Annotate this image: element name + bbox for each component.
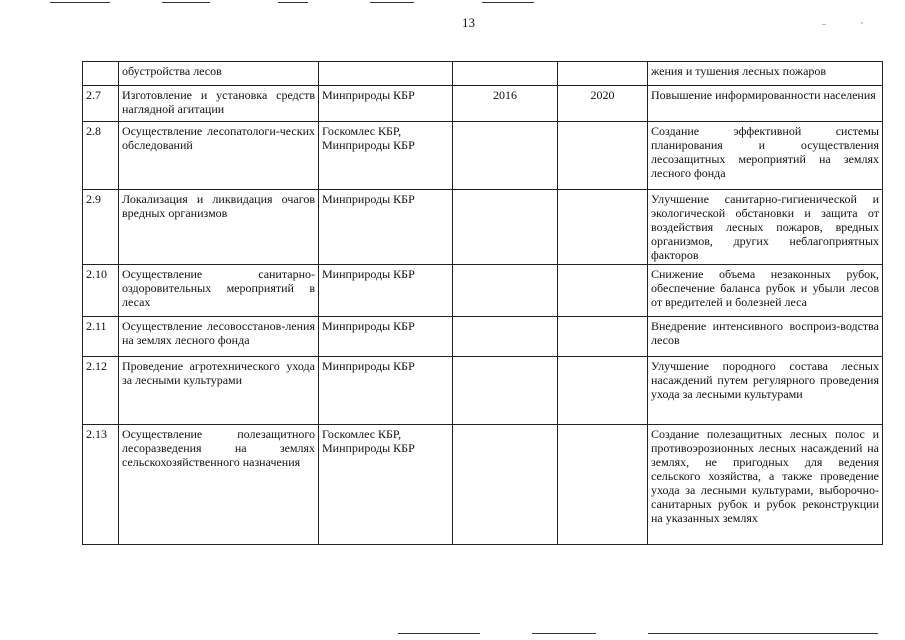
executor-cell: Минприроды КБР (319, 265, 453, 317)
start-year-cell (453, 265, 558, 317)
executor-cell: Минприроды КБР (319, 317, 453, 357)
end-year-cell (558, 425, 648, 545)
table-row (83, 190, 883, 265)
corner-mark: .. (822, 18, 826, 27)
executor-cell: Минприроды КБР (319, 357, 453, 425)
row-number-cell: 2.13 (83, 425, 119, 545)
expected-result-cell: Внедрение интенсивного воспроиз-водства лесов (648, 317, 883, 357)
start-year-cell: 2016 (453, 86, 558, 122)
expected-result-cell: Снижение объема незаконных рубок, обеспечение баланса рубок и убыли лесов от вредителей и болезней леса (648, 265, 883, 317)
scan-rule (162, 2, 210, 3)
start-year-cell (453, 62, 558, 86)
table-body (83, 62, 883, 545)
executor-cell: Минприроды КБР (319, 190, 453, 265)
executor-cell (319, 62, 453, 86)
row-number-cell (83, 62, 119, 86)
activity-cell: Изготовление и установка средств наглядной агитации (119, 86, 319, 122)
scan-rule (370, 2, 414, 3)
executor-cell: Госкомлес КБР, Минприроды КБР (319, 122, 453, 190)
expected-result-cell: Повышение информированности населения (648, 86, 883, 122)
row-number-cell: 2.12 (83, 357, 119, 425)
activity-cell: Осуществление лесовосстанов-ления на землях лесного фонда (119, 317, 319, 357)
executor-cell: Минприроды КБР (319, 86, 453, 122)
end-year-cell (558, 190, 648, 265)
expected-result-cell: жения и тушения лесных пожаров (648, 62, 883, 86)
table-row (83, 122, 883, 190)
corner-mark: , (861, 16, 863, 25)
start-year-cell (453, 190, 558, 265)
measures-table (82, 61, 883, 545)
start-year-cell (453, 122, 558, 190)
activity-cell: обустройства лесов (119, 62, 319, 86)
start-year-cell (453, 317, 558, 357)
activity-cell: Осуществление лесопатологи-ческих обследований (119, 122, 319, 190)
end-year-cell (558, 317, 648, 357)
end-year-cell (558, 62, 648, 86)
scan-rule (398, 633, 480, 634)
activity-cell: Локализация и ликвидация очагов вредных организмов (119, 190, 319, 265)
row-number-cell: 2.11 (83, 317, 119, 357)
row-number-cell: 2.10 (83, 265, 119, 317)
expected-result-cell: Создание эффективной системы планирования и осуществления лесозащитных мероприятий на землях лесного фонда (648, 122, 883, 190)
expected-result-cell: Улучшение породного состава лесных насаждений путем регулярного проведения ухода за лесными культурами (648, 357, 883, 425)
table-row (83, 86, 883, 122)
end-year-cell (558, 122, 648, 190)
table-row (83, 265, 883, 317)
table-row (83, 317, 883, 357)
row-number-cell: 2.7 (83, 86, 119, 122)
end-year-cell: 2020 (558, 86, 648, 122)
start-year-cell (453, 425, 558, 545)
scan-rule (50, 2, 110, 3)
table-row (83, 62, 883, 86)
activity-cell: Осуществление полезащитного лесоразведения на землях сельскохозяйственного назначения (119, 425, 319, 545)
expected-result-cell: Создание полезащитных лесных полос и противоэрозионных лесных насаждений на землях, не пригодных для ведения сельского хозяйства, а также проведение ухода за лесными культурами, выборочно-санитарных рубок и рубок реконструкции на указанных землях (648, 425, 883, 545)
executor-cell: Госкомлес КБР, Минприроды КБР (319, 425, 453, 545)
row-number-cell: 2.8 (83, 122, 119, 190)
table-row (83, 425, 883, 545)
activity-cell: Осуществление санитарно-оздоровительных мероприятий в лесах (119, 265, 319, 317)
expected-result-cell: Улучшение санитарно-гигиенической и экологической обстановки и защита от воздействия лесных пожаров, вредных организмов, других неблагоприятных факторов (648, 190, 883, 265)
activity-cell: Проведение агротехнического ухода за лесными культурами (119, 357, 319, 425)
page-number: 13 (462, 15, 475, 30)
end-year-cell (558, 265, 648, 317)
scan-rule (532, 633, 596, 634)
scan-rule (648, 633, 878, 634)
scan-rule (278, 2, 308, 3)
table-row (83, 357, 883, 425)
end-year-cell (558, 357, 648, 425)
row-number-cell: 2.9 (83, 190, 119, 265)
start-year-cell (453, 357, 558, 425)
scan-rule (482, 2, 534, 3)
